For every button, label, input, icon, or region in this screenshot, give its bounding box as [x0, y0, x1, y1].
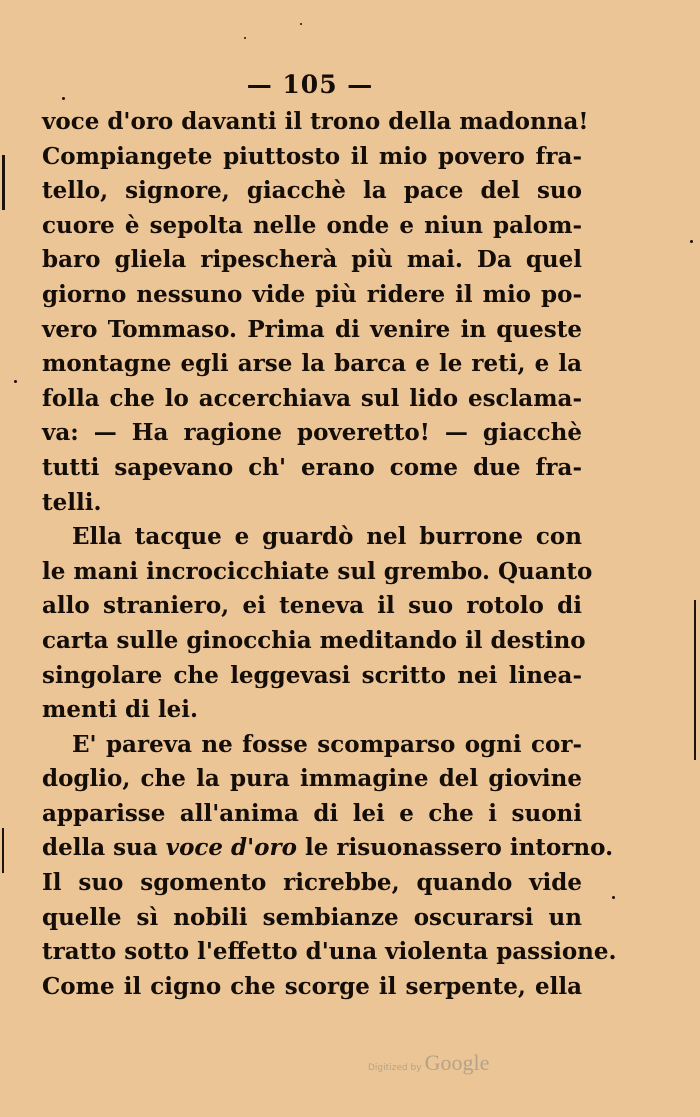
text-line: folla che lo accerchiava sul lido esclama-	[42, 384, 582, 412]
scan-mark	[62, 97, 65, 100]
line-segment: le risuonassero intorno.	[305, 834, 614, 862]
text-line: giorno nessuno vide più ridere il mio po-	[42, 280, 582, 308]
text-line-with-italic	[42, 831, 614, 866]
text-line: Come il cigno che scorge il serpente, ella	[42, 972, 582, 1000]
text-line: vero Tommaso. Prima di venire in queste	[42, 315, 582, 343]
text-line: carta sulle ginocchia meditando il destino	[42, 626, 586, 654]
scan-mark	[694, 600, 696, 760]
watermark-prefix: Digitized by	[368, 1063, 422, 1073]
text-line: doglio, che la pura immagine del giovine	[42, 765, 582, 793]
text-line: le mani incrocicchiate sul grembo. Quanto	[42, 557, 593, 585]
google-logo: Google	[424, 1050, 490, 1075]
digitized-watermark	[368, 1050, 489, 1076]
text-line: montagne egli arse la barca e le reti, e la	[42, 350, 582, 378]
text-line: baro gliela ripescherà più mai. Da quel	[42, 246, 582, 274]
text-line: tello, signore, giacchè la pace del suo	[42, 177, 582, 205]
text-line: Il suo sgomento ricrebbe, quando vide	[42, 869, 582, 897]
scan-mark	[2, 828, 4, 873]
text-line: voce d'oro davanti il trono della madonna!	[42, 108, 589, 135]
text-line: va: — Ha ragione poveretto! — giacchè	[42, 419, 582, 447]
text-line: Compiangete piuttosto il mio povero fra-	[42, 142, 582, 170]
body-text	[42, 105, 617, 1004]
scan-mark	[2, 155, 5, 210]
scan-mark	[300, 23, 302, 25]
paragraph-start-line: E' pareva ne fosse scomparso ogni cor-	[72, 730, 582, 758]
text-line: singolare che leggevasi scritto nei linea-	[42, 661, 582, 689]
text-line: telli.	[42, 488, 102, 516]
scan-mark	[690, 240, 693, 243]
line-segment: della sua	[42, 834, 158, 862]
text-line: quelle sì nobili sembianze oscurarsi un	[42, 903, 582, 931]
text-line: cuore è sepolta nelle onde e niun palom-	[42, 211, 582, 239]
text-line: tutti sapevano ch' erano come due fra-	[42, 453, 582, 481]
scan-mark	[14, 380, 17, 383]
text-line: apparisse all'anima di lei e che i suoni	[42, 799, 582, 827]
text-line: tratto sotto l'effetto d'una violenta passione.	[42, 938, 617, 966]
paragraph-start-line: Ella tacque e guardò nel burrone con	[72, 523, 582, 551]
text-line: menti di lei.	[42, 696, 199, 724]
scan-mark	[612, 896, 615, 899]
text-line: allo straniero, ei teneva il suo rotolo di	[42, 592, 582, 620]
italic-phrase: voce d'oro	[165, 834, 297, 862]
scan-mark	[244, 37, 246, 39]
page-number: — 105 —	[246, 70, 374, 99]
